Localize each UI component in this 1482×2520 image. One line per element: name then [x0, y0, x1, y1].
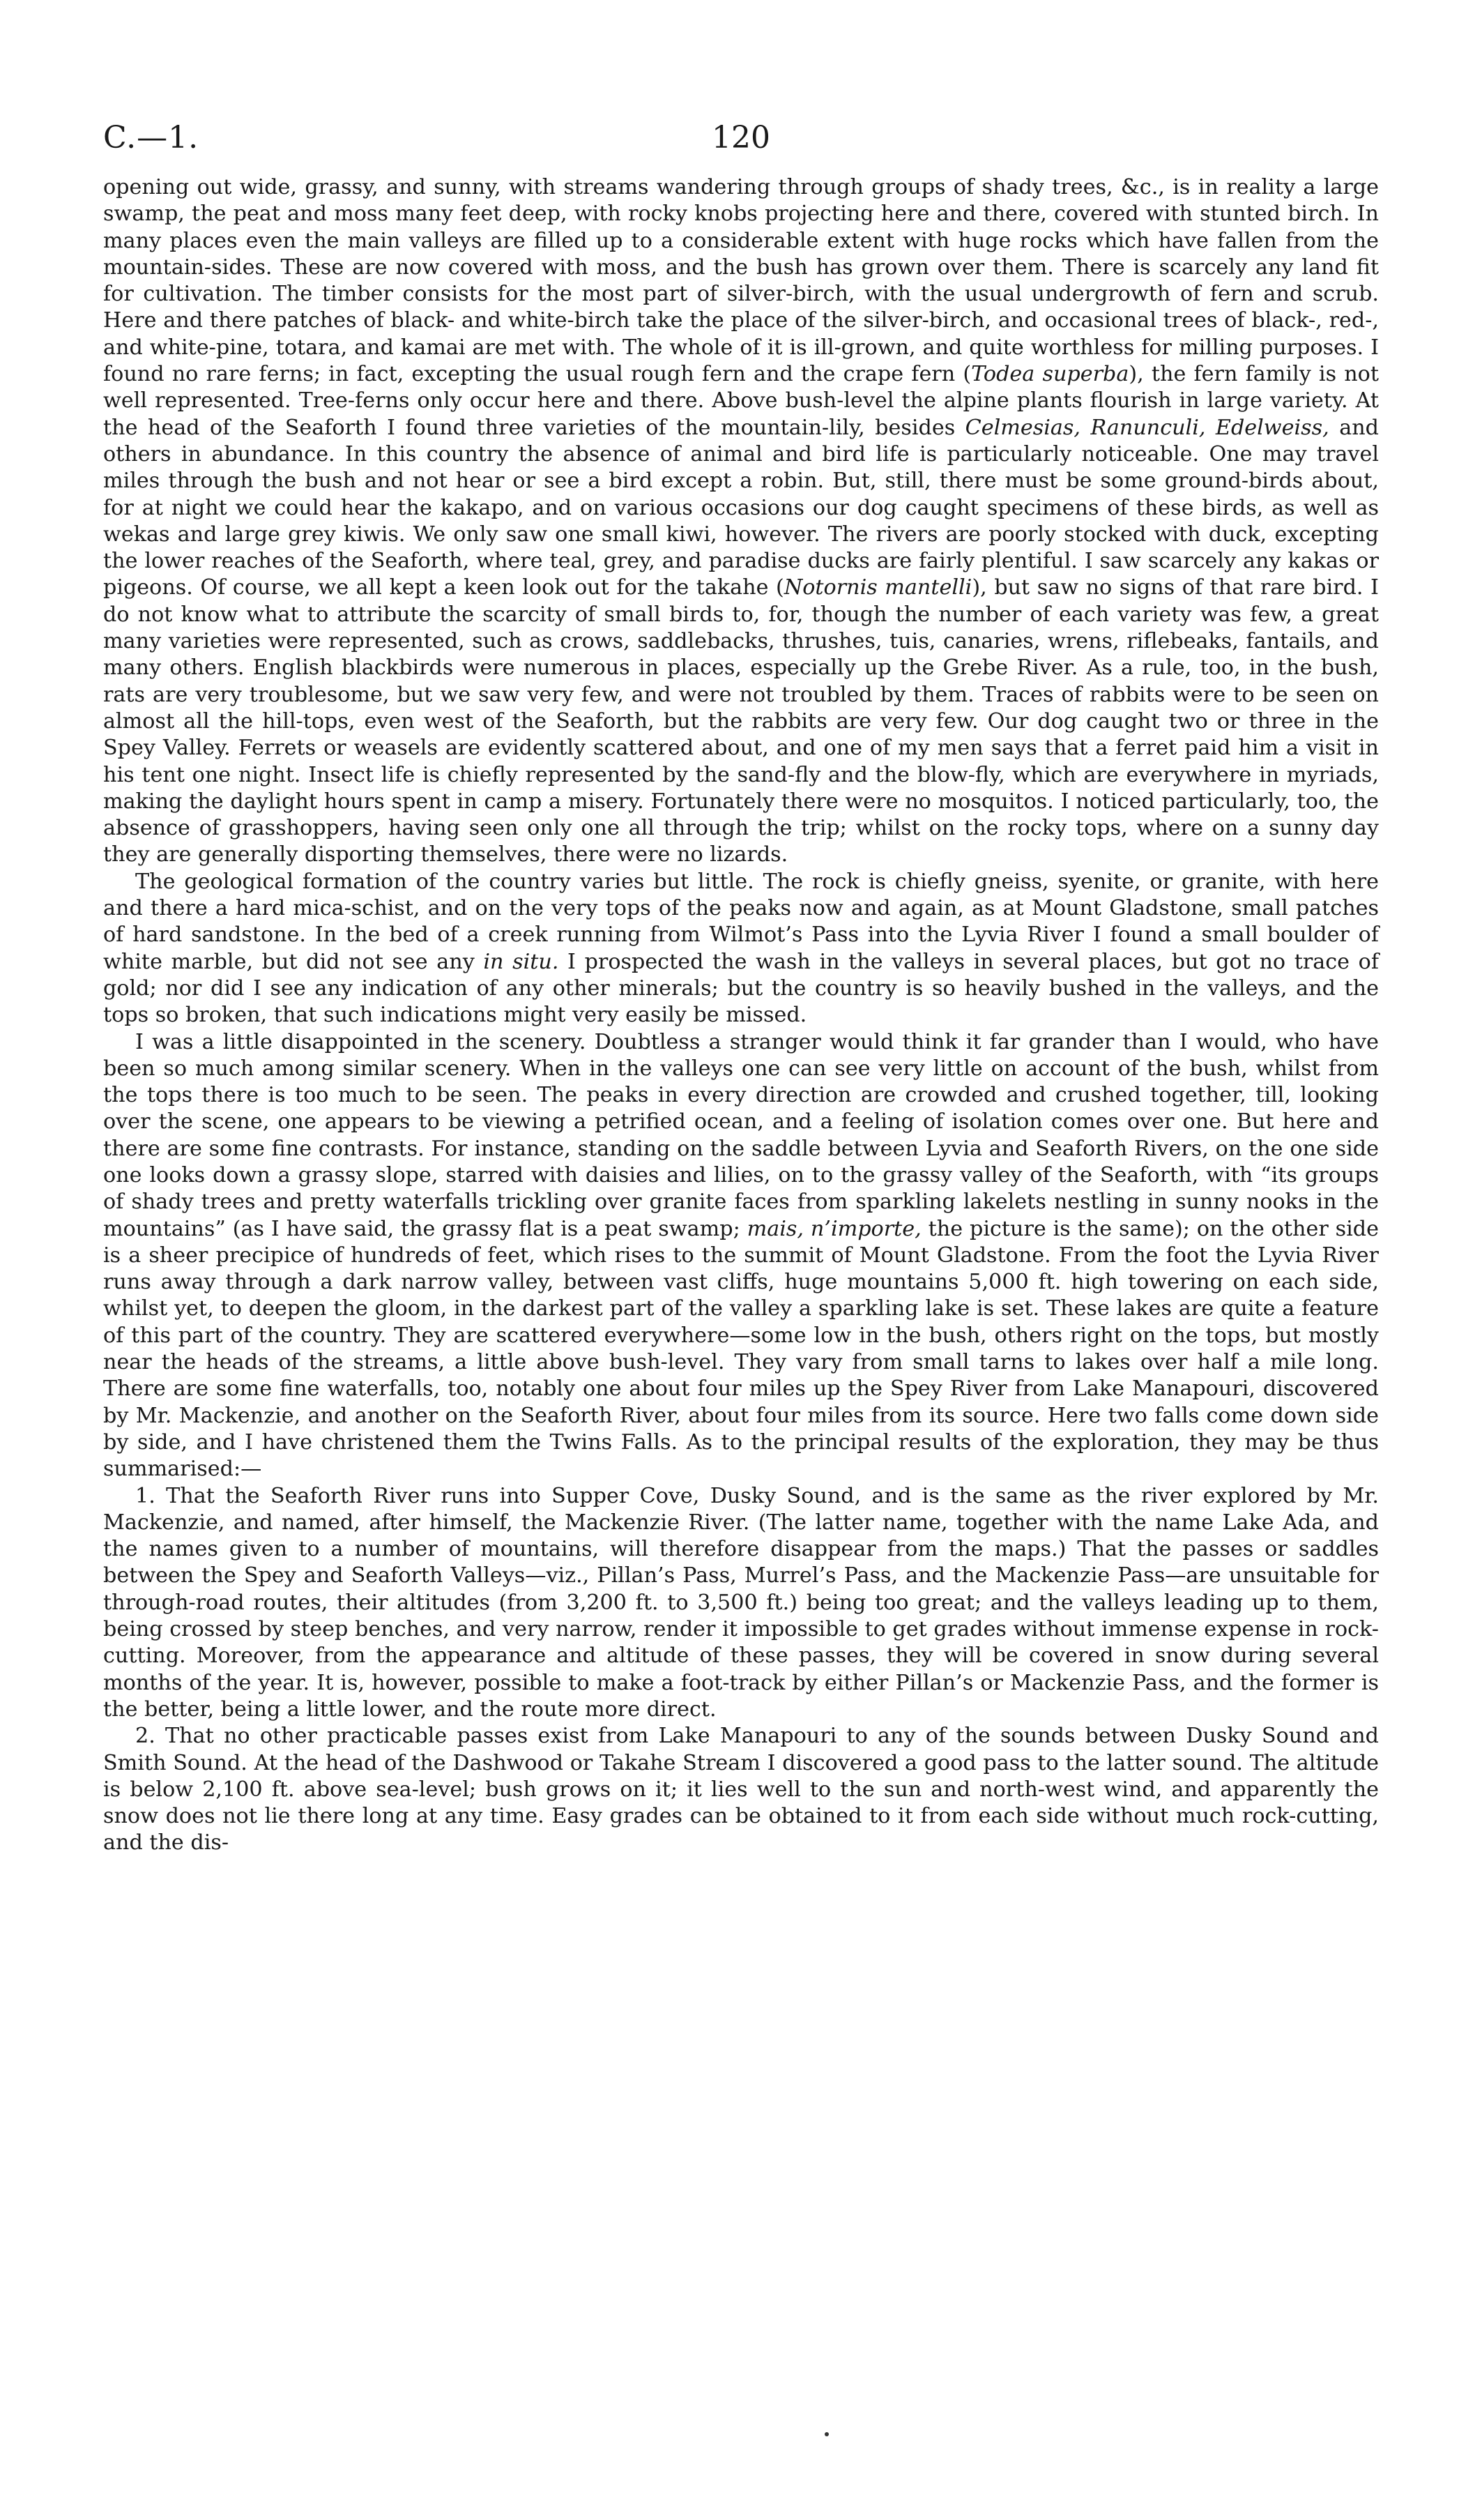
paragraph-flora-fauna [103, 174, 1379, 869]
text-run: ), the fern family is not well represented. Tree-ferns only occur here and there. Above bush-level the alpine plants flourish in large variety. At the head of the Seaforth I found three varieties of the mountain-lily, besides [103, 362, 1379, 440]
text-run: 1. That the Seaforth River runs into Supper Cove, Dusky Sound, and is the same as the river explored by Mr. Mackenzie, and named, after himself, the Mackenzie River. (The latter name, together with the name Lake Ada, and the names given to a number of mountains, will therefore disappear from the maps.) That the passes or saddles between the Spey and Seaforth Valleys—viz., Pillan’s Pass, Murrel’s Pass, and the Mackenzie Pass—are unsuitable for through-road routes, their altitudes (from 3,200 ft. to 3,500 ft.) being too great; and the valleys leading up to them, being crossed by steep benches, and very narrow, render it impossible to get grades without immense expense in rock-cutting. Moreover, from the appearance and altitude of these passes, they will be covered in snow during several months of the year. It is, however, possible to make a foot-track by either Pillan’s or Mackenzie Pass, and the former is the better, being a little lower, and the route more direct. [103, 1483, 1379, 1722]
text-run: opening out wide, grassy, and sunny, with streams wandering through groups of shady trees, &c., is in reality a large swamp, the peat and moss many feet deep, with rocky knobs projecting here and there, covered with stunted birch. In many places even the main valleys are filled up to a considerable extent with huge rocks which have fallen from the mountain-sides. These are now covered with moss, and the bush has grown over them. There is scarcely any land fit for cultivation. The timber consists for the most part of silver-birch, with the usual undergrowth of fern and scrub. Here and there patches of black- and white-birch take the place of the silver-birch, and occasional trees of black-, red-, and white-pine, totara, and kamai are met with. The whole of it is ill-grown, and quite worthless for milling purposes. I found no rare ferns; in fact, excepting the usual rough fern and the crape fern ( [103, 175, 1379, 387]
paragraph-scenery [103, 1029, 1379, 1483]
paragraph-geology [103, 869, 1379, 1029]
text-run: I was a little disappointed in the scenery. Doubtless a stranger would think it far grander than I would, who have been so much among similar scenery. When in the valleys one can see very little on account of the bush, whilst from the tops there is too much to be seen. The peaks in every direction are crowded and crushed together, till, looking over the scene, one appears to be viewing a petrified ocean, and a feeling of isolation comes over one. But here and there are some fine contrasts. For instance, standing on the saddle between Lyvia and Seaforth Rivers, on the one side one looks down a grassy slope, starred with daisies and lilies, on to the grassy valley of the Seaforth, with “its groups of shady trees and pretty waterfalls trickling over granite faces from sparkling lakelets nestling in sunny nooks in the mountains” (as I have said, the grassy flat is a peat swamp; [103, 1029, 1379, 1241]
text-run: 2. That no other practicable passes exist from Lake Manapouri to any of the sounds between Dusky Sound and Smith Sound. At the head of the Dashwood or Takahe Stream I discovered a good pass to the latter sound. The altitude is below 2,100 ft. above sea-level; bush grows on it; it lies well to the sun and north-west wind, and apparently the snow does not lie there long at any time. Easy grades can be obtained to it from each side without much rock-cutting, and the dis- [103, 1724, 1379, 1855]
text-run: I prospected the wash in the valleys in several places, but got no trace of gold; nor did I see any indication of any other minerals; but the country is so heavily bushed in the valleys, and the tops so broken, that such indications might very easily be missed. [103, 949, 1380, 1028]
text-run: and others in abundance. In this country the absence of animal and bird life is particularly noticeable. One may travel miles through the bush and not hear or see a bird except a robin. But, still, there must be some ground-birds about, for at night we could hear the kakapo, and on various occasions our dog caught specimens of these birds, as well as wekas and large grey kiwis. We only saw one small kiwi, however. The rivers are poorly stocked with duck, excepting the lower reaches of the Seaforth, where teal, grey, and paradise ducks are fairly plentiful. I saw scarcely any kakas or pigeons. Of course, we all kept a keen look out for the takahe ( [103, 415, 1379, 600]
body-text [103, 174, 1379, 1857]
page-number: 120 [712, 120, 770, 155]
page-header [103, 120, 1379, 169]
document-identifier: C.—1. [103, 120, 199, 155]
paragraph-result-2 [103, 1723, 1379, 1856]
paragraph-result-1 [103, 1483, 1379, 1724]
italic-term: Celmesias, Ranunculi, Edelweiss, [965, 415, 1329, 440]
italic-term: in situ. [483, 949, 559, 974]
text-run: the picture is the same); on the other side is a sheer precipice of hundreds of feet, which rises to the summit of Mount Gladstone. From the foot the Lyvia River runs away through a dark narrow valley, between vast cliffs, huge mountains 5,000 ft. high towering on each side, whilst yet, to deepen the gloom, in the darkest part of the valley a sparkling lake is set. These lakes are quite a feature of this part of the country. They are scattered everywhere—some low in the bush, others right on the tops, but mostly near the heads of the streams, a little above bush-level. They vary from small tarns to lakes over half a mile long. There are some fine waterfalls, too, notably one about four miles up the Spey River from Lake Manapouri, discovered by Mr. Mackenzie, and another on the Seaforth River, about four miles from its source. Here two falls come down side by side, and I have christened them the Twins Falls. As to the principal results of the exploration, they may be thus summarised:— [103, 1216, 1379, 1482]
italic-term: Notornis mantelli [784, 575, 972, 600]
text-run: ), but saw no signs of that rare bird. I do not know what to attribute the scarcity of small birds to, for, though the number of each variety was few, a great many varieties were represented, such as crows, saddlebacks, thrushes, tuis, canaries, wrens, riflebeaks, fantails, and many others. English blackbirds were numerous in places, especially up the Grebe River. As a rule, too, in the bush, rats are very troublesome, but we saw very few, and were not troubled by them. Traces of rabbits were to be seen on almost all the hill-tops, even west of the Seaforth, but the rabbits are very few. Our dog caught two or three in the Spey Valley. Ferrets or weasels are evidently scattered about, and one of my men says that a ferret paid him a visit in his tent one night. Insect life is chiefly represented by the sand-fly and the blow-fly, which are everywhere in myriads, making the daylight hours spent in camp a misery. Fortunately there were no mosquitos. I noticed particularly, too, the absence of grasshoppers, having seen only one all through the trip; whilst on the rocky tops, where on a sunny day they are generally disporting themselves, there were no lizards. [103, 575, 1379, 867]
page-mark [825, 2432, 829, 2436]
italic-term: Todea superba [971, 362, 1129, 387]
italic-term: mais, n’importe, [747, 1216, 922, 1241]
text-run: The geological formation of the country varies but little. The rock is chiefly gneiss, syenite, or granite, with here and there a hard mica-schist, and on the very tops of the peaks now and again, as at Mount Gladstone, small patches of hard sandstone. In the bed of a creek running from Wilmot’s Pass into the Lyvia River I found a small boulder of white marble, but did not see any [103, 869, 1379, 974]
